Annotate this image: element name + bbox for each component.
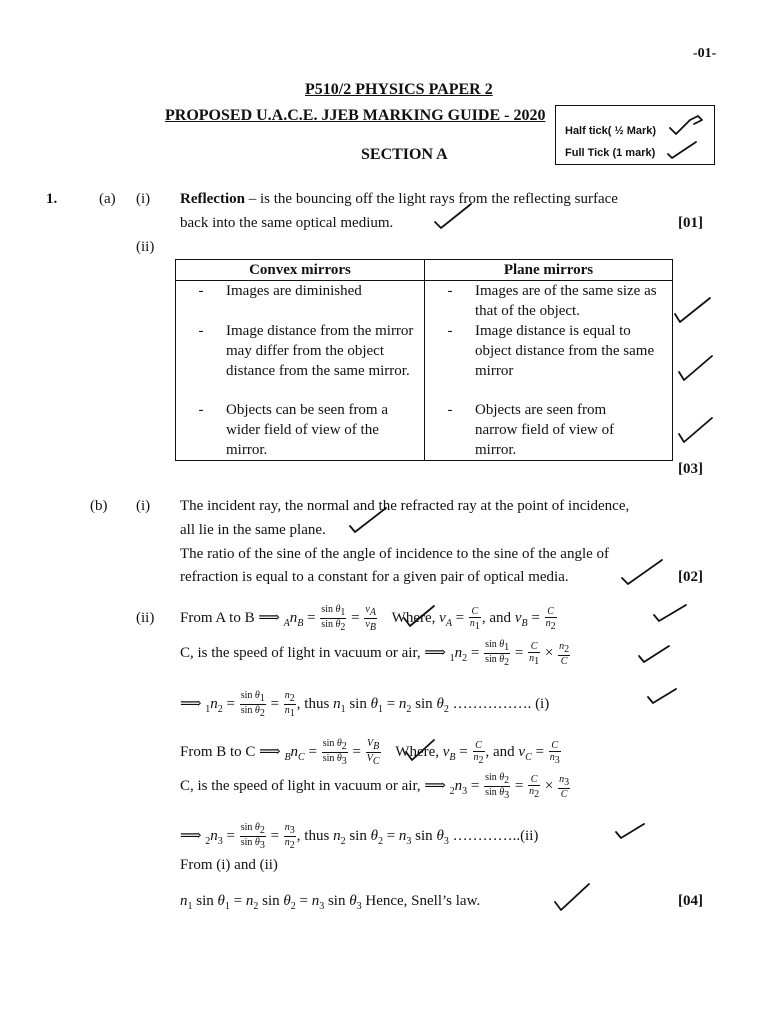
tick-icon	[668, 114, 712, 136]
equation-result-ii: ⟹ $_2n_3$ = $\frac{\sin \theta_2}{\sin \theta_3}$ = $\frac{n_3}{n_2}$ , thus $n_2$ $\sin \theta_2 = n_3$ $\sin \theta_3$ …………..(ii)	[180, 822, 539, 851]
tick-icon	[676, 352, 720, 386]
tick-icon	[676, 414, 720, 448]
page-number: -01-	[693, 46, 717, 61]
header-convex: Convex mirrors	[176, 260, 425, 281]
plane-point-2: Image distance is equal to object distance from the same mirror	[475, 323, 655, 379]
paper-title: P510/2 PHYSICS PAPER 2	[305, 81, 493, 98]
bullet: -	[198, 323, 204, 339]
mirror-comparison-table	[175, 259, 673, 461]
speed-of-light-text: C, is the speed of light in vacuum or air, ⟹	[180, 644, 450, 661]
thus-label: , thus	[296, 695, 334, 712]
and-label: , and	[481, 609, 515, 626]
convex-point-2: Image distance from the mirror may differ from the object distance from the same mirror.	[226, 323, 414, 379]
equation-a-to-b: From A to B ⟹ $_An_B$ = $\frac{\sin \theta_1}{\sin \theta_2}$ = $\frac{v_A}{v_B}$ Where, $v_A$ = $\frac{C}{n_1}$ , and $v_B$ = $\frac{C}{n_2}$	[180, 604, 556, 633]
bullet: -	[447, 283, 453, 299]
b-i-line-4: refraction is equal to a constant for a given pair of optical media.	[180, 569, 569, 585]
snells-law-statement: $n_1$ $\sin \theta_1 = n_2$ $\sin \theta_2 = n_3$ $\sin \theta_3$ Hence, Snell’s law.	[180, 893, 481, 912]
marks-a-i: [01]	[678, 215, 703, 231]
bullet: -	[198, 402, 204, 418]
thus-label: , thus	[296, 827, 334, 844]
equation-label-ii: …………..(ii)	[448, 827, 539, 844]
bullet: -	[198, 283, 204, 299]
tick-icon	[402, 602, 438, 630]
subpart-label-a-ii: (ii)	[136, 239, 155, 255]
tick-icon	[666, 138, 710, 160]
part-label-b: (b)	[90, 498, 108, 514]
subpart-label-a-i: (i)	[136, 191, 151, 207]
part-label-a: (a)	[99, 191, 116, 207]
marks-b-i: [02]	[678, 569, 703, 585]
where-label: Where,	[391, 609, 440, 626]
and-label: , and	[485, 743, 519, 760]
tick-icon	[348, 504, 392, 536]
tick-icon	[672, 294, 716, 328]
b-i-line-2: all lie in the same plane.	[180, 522, 326, 538]
marking-guide-title: PROPOSED U.A.C.E. JJEB MARKING GUIDE - 2020	[165, 107, 546, 124]
plane-point-1: Images are of the same size as that of the object.	[475, 283, 657, 319]
term-reflection: Reflection	[180, 191, 245, 207]
convex-point-3: Objects can be seen from a wider field of view of the mirror.	[226, 402, 389, 458]
equation-result-i: ⟹ $_1n_2$ = $\frac{\sin \theta_1}{\sin \theta_2}$ = $\frac{n_2}{n_1}$ , thus $n_1$ $\sin \theta_1 = n_2$ $\sin \theta_2$ ……………. (i)	[180, 690, 550, 719]
tick-icon	[614, 820, 648, 844]
snell-conclusion: Hence, Snell’s law.	[361, 893, 481, 909]
a-i-definition: – is the bouncing off the light rays from the reflecting surface	[244, 191, 618, 207]
a-i-line-1	[180, 189, 618, 209]
marks-b-ii: [04]	[678, 893, 703, 909]
speed-of-light-text: C, is the speed of light in vacuum or air, ⟹	[180, 777, 450, 794]
convex-point-1: Images are diminished	[226, 283, 362, 299]
tick-icon	[637, 642, 673, 668]
eq-b-to-c-prefix: From B to C ⟹	[180, 743, 285, 760]
bullet: -	[447, 402, 453, 418]
a-i-line-2: back into the same optical medium.	[180, 215, 394, 231]
equation-label-i: ……………. (i)	[448, 695, 550, 712]
header-plane: Plane mirrors	[425, 260, 673, 281]
tick-icon	[433, 200, 477, 232]
tick-icon	[652, 601, 692, 627]
equation-2n3: C, is the speed of light in vacuum or air, ⟹ $_2n_3$ = $\frac{\sin \theta_2}{\sin \theta_3}$ = $\frac{C}{n_2}$ × $\frac{n_3}{C}$	[180, 772, 570, 801]
tick-icon	[620, 556, 666, 588]
from-i-and-ii: From (i) and (ii)	[180, 857, 278, 873]
tick-icon	[646, 685, 680, 709]
tick-legend	[555, 105, 715, 165]
tick-icon	[404, 736, 438, 764]
bullet: -	[447, 323, 453, 339]
equation-b-to-c: From B to C ⟹ $_Bn_C$ = $\frac{\sin \theta_2}{\sin \theta_3}$ = $\frac{V_B}{V_C}$ Where, $v_B$ = $\frac{C}{n_2}$ , and $v_C$ = $\frac{C}{n_3}$	[180, 738, 560, 767]
legend-full-tick: Full Tick (1 mark)	[565, 147, 656, 159]
equation-1n2: C, is the speed of light in vacuum or air, ⟹ $_1n_2$ = $\frac{\sin \theta_1}{\sin \theta_2}$ = $\frac{C}{n_1}$ × $\frac{n_2}{C}$	[180, 639, 570, 668]
subpart-label-b-ii: (ii)	[136, 610, 155, 626]
b-i-line-1: The incident ray, the normal and the refracted ray at the point of incidence,	[180, 498, 630, 514]
eq-a-to-b-prefix: From A to B ⟹	[180, 609, 284, 626]
plane-point-3: Objects are seen from narrow field of view of mirror.	[475, 402, 615, 458]
subpart-label-b-i: (i)	[136, 498, 151, 514]
marks-a-ii: [03]	[678, 461, 703, 477]
legend-half-tick: Half tick( ½ Mark)	[565, 125, 657, 137]
b-i-line-3: The ratio of the sine of the angle of incidence to the sine of the angle of	[180, 546, 610, 562]
where-label: Where,	[395, 743, 443, 760]
tick-icon	[553, 880, 593, 914]
question-number: 1.	[46, 191, 58, 207]
section-heading: SECTION A	[361, 146, 448, 163]
